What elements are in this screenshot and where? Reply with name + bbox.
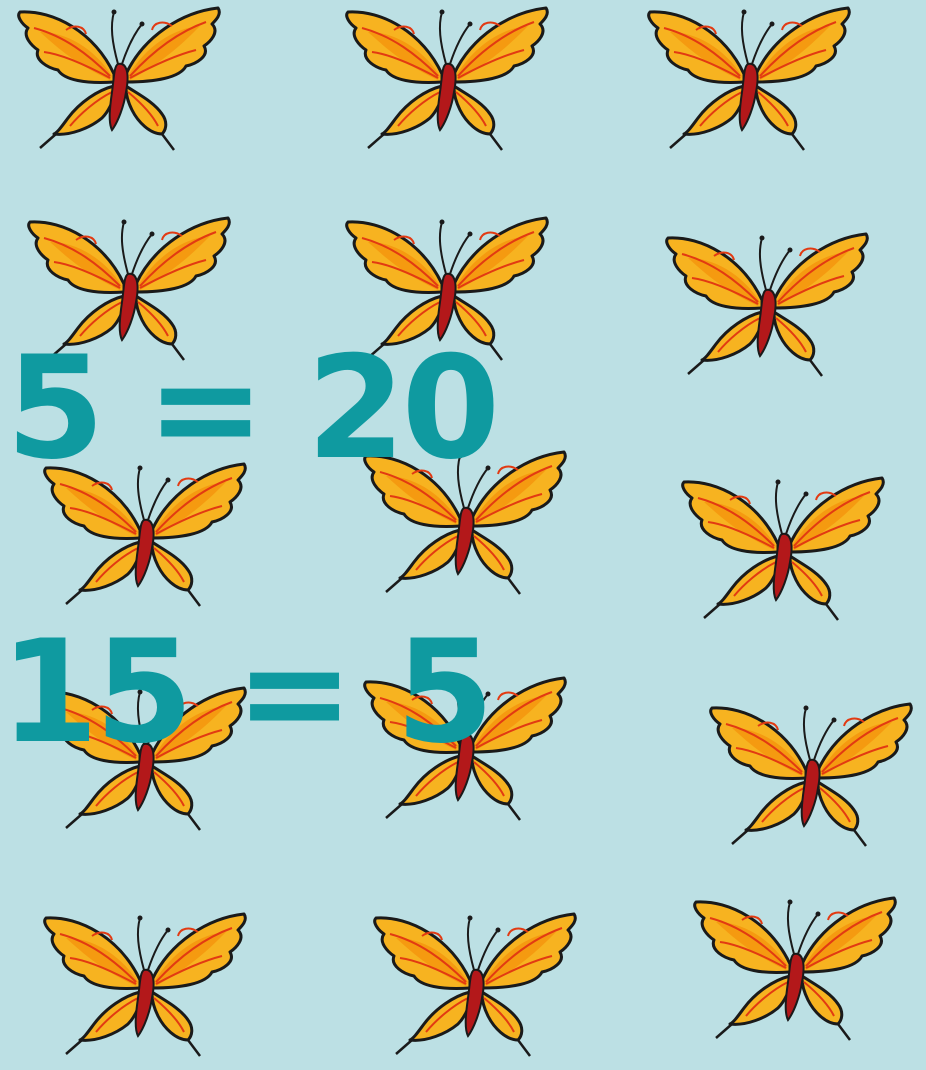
butterfly-icon — [678, 472, 888, 632]
butterfly-icon — [40, 908, 250, 1068]
butterfly-icon — [706, 698, 916, 858]
butterfly-icon — [370, 908, 580, 1068]
butterfly-icon — [662, 228, 872, 388]
butterfly-icon — [644, 2, 854, 162]
butterfly-icon — [342, 2, 552, 162]
butterfly-icon — [690, 892, 900, 1052]
equation-text: 15 = 5 — [0, 610, 491, 775]
equation-text: 5 = 20 — [6, 326, 497, 491]
butterfly-icon — [14, 2, 224, 162]
